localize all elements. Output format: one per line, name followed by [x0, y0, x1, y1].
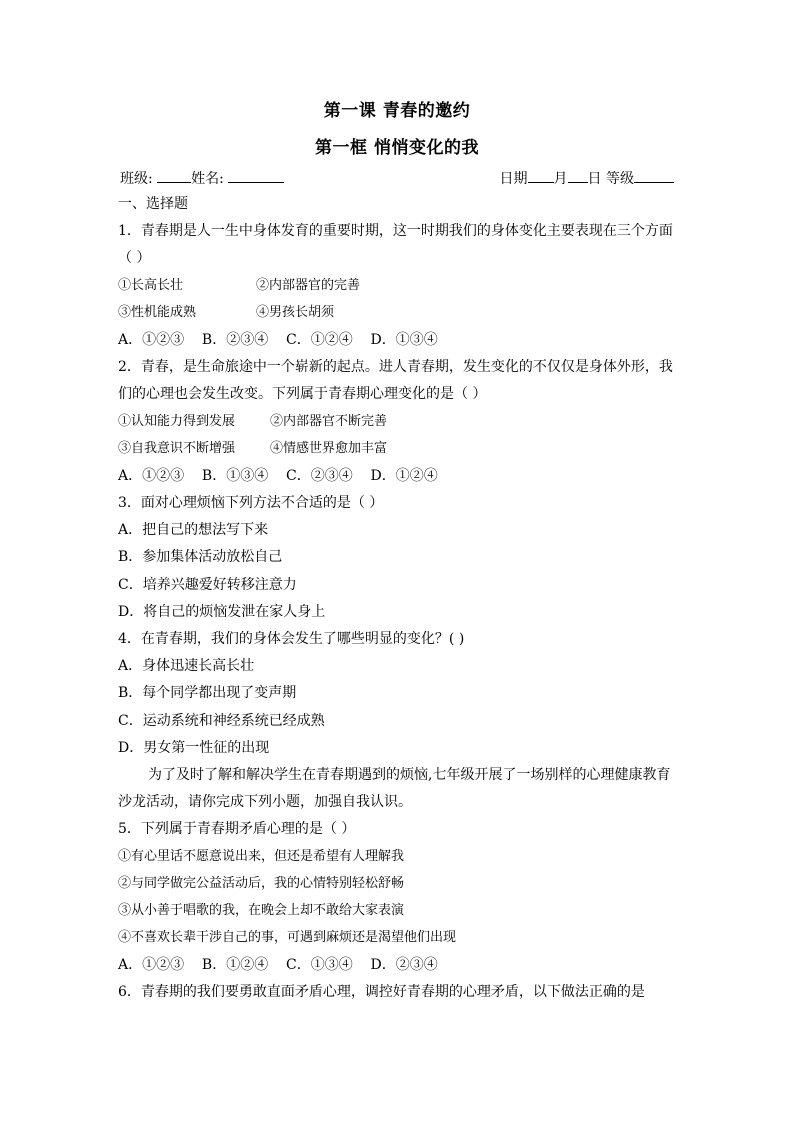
q2-options-row2	[118, 439, 678, 466]
student-info	[120, 168, 284, 188]
intro-line-2: 沙龙活动，请你完成下列小题，加强自我认识。	[118, 794, 412, 811]
q1-options-row2	[118, 303, 678, 330]
grade-label: 等级	[606, 171, 634, 187]
q1-option-4: ④男孩长胡须	[256, 304, 335, 320]
q6-stem: 6．青春期的我们要勇敢直面矛盾心理，调控好青春期的心理矛盾，以下做法正确的是	[118, 984, 645, 1001]
q1-option-3: ③性机能成熟	[118, 304, 197, 320]
name-label: 姓名:	[191, 171, 224, 187]
q2-option-4: ④情感世界愈加丰富	[270, 440, 388, 456]
q4-option-c: C．运动系统和神经系统已经成熟	[118, 712, 325, 729]
intro-line-1: 为了及时了解和解决学生在青春期遇到的烦恼,七年级开展了一场别样的心理健康教育	[148, 766, 671, 783]
q3-stem: 3．面对心理烦恼下列方法不合适的是（ ）	[118, 495, 384, 512]
date-grade-info	[500, 168, 674, 188]
q4-option-d: D．男女第一性征的出现	[118, 739, 270, 756]
q1-answers: A．①②③ B．②③④ C．①②④ D．①③④	[118, 331, 438, 348]
q3-option-c: C．培养兴趣爱好转移注意力	[118, 576, 297, 593]
q5-answers: A．①②③ B．①②④ C．①③④ D．②③④	[118, 957, 438, 974]
q5-option-4: ④不喜欢长辈干涉自己的事，可遇到麻烦还是渴望他们出现	[118, 930, 457, 946]
grade-blank[interactable]	[634, 168, 674, 183]
q3-option-d: D．将自己的烦恼发泄在家人身上	[118, 603, 326, 620]
month-label: 月	[553, 171, 568, 187]
q2-option-1: ①认知能力得到发展	[118, 413, 236, 429]
q2-options-row1	[118, 412, 678, 439]
q2-option-3: ③自我意识不断增强	[118, 440, 236, 456]
q4-option-a: A．身体迅速长高长壮	[118, 658, 255, 675]
q1-option-2: ②内部器官的完善	[256, 277, 361, 293]
section-subtitle: 第一框 悄悄变化的我	[315, 138, 479, 158]
q1-stem: 1．青春期是人一生中身体发育的重要时期，这一时期我们的身体变化主要表现在三个方面	[118, 223, 673, 240]
q2-answers: A．①②③ B．①③④ C．②③④ D．①②④	[118, 467, 438, 484]
q1-option-1: ①长高长壮	[118, 277, 184, 293]
class-blank[interactable]	[157, 168, 191, 183]
q5-stem: 5．下列属于青春期矛盾心理的是（ ）	[118, 821, 356, 838]
q1-paren: （ ）	[118, 250, 151, 267]
q3-option-b: B．参加集体活动放松自己	[118, 549, 283, 566]
q5-option-2: ②与同学做完公益活动后，我的心情特别轻松舒畅	[118, 875, 405, 891]
q3-option-a: A．把自己的想法写下来	[118, 522, 269, 539]
class-label: 班级:	[120, 171, 153, 187]
lesson-title: 第一课 青春的邀约	[323, 101, 471, 121]
day-label: 日	[587, 171, 602, 187]
date-blank[interactable]	[528, 168, 554, 183]
question-content	[118, 194, 678, 1010]
q4-option-b: B．每个同学都出现了变声期	[118, 685, 297, 702]
q1-options-row1	[118, 276, 678, 303]
name-blank[interactable]	[228, 168, 284, 183]
date-label: 日期	[499, 171, 528, 187]
q2-stem-line1: 2．青春，是生命旅途中一个崭新的起点。进人青春期，发生变化的不仅仅是身体外形，我	[118, 359, 673, 376]
day-blank[interactable]	[568, 168, 588, 183]
q2-option-2: ②内部器官不断完善	[270, 413, 388, 429]
q5-option-1: ①有心里话不愿意说出来，但还是希望有人理解我	[118, 848, 405, 864]
section-heading: 一、选择题	[118, 196, 188, 212]
q4-stem: 4．在青春期，我们的身体会发生了哪些明显的变化？( )	[118, 631, 465, 647]
q5-option-3: ③从小善于唱歌的我，在晚会上却不敢给大家表演	[118, 902, 405, 918]
q2-stem-line2: 们的心理也会发生改变。下列属于青春期心理变化的是（ ）	[118, 386, 487, 403]
